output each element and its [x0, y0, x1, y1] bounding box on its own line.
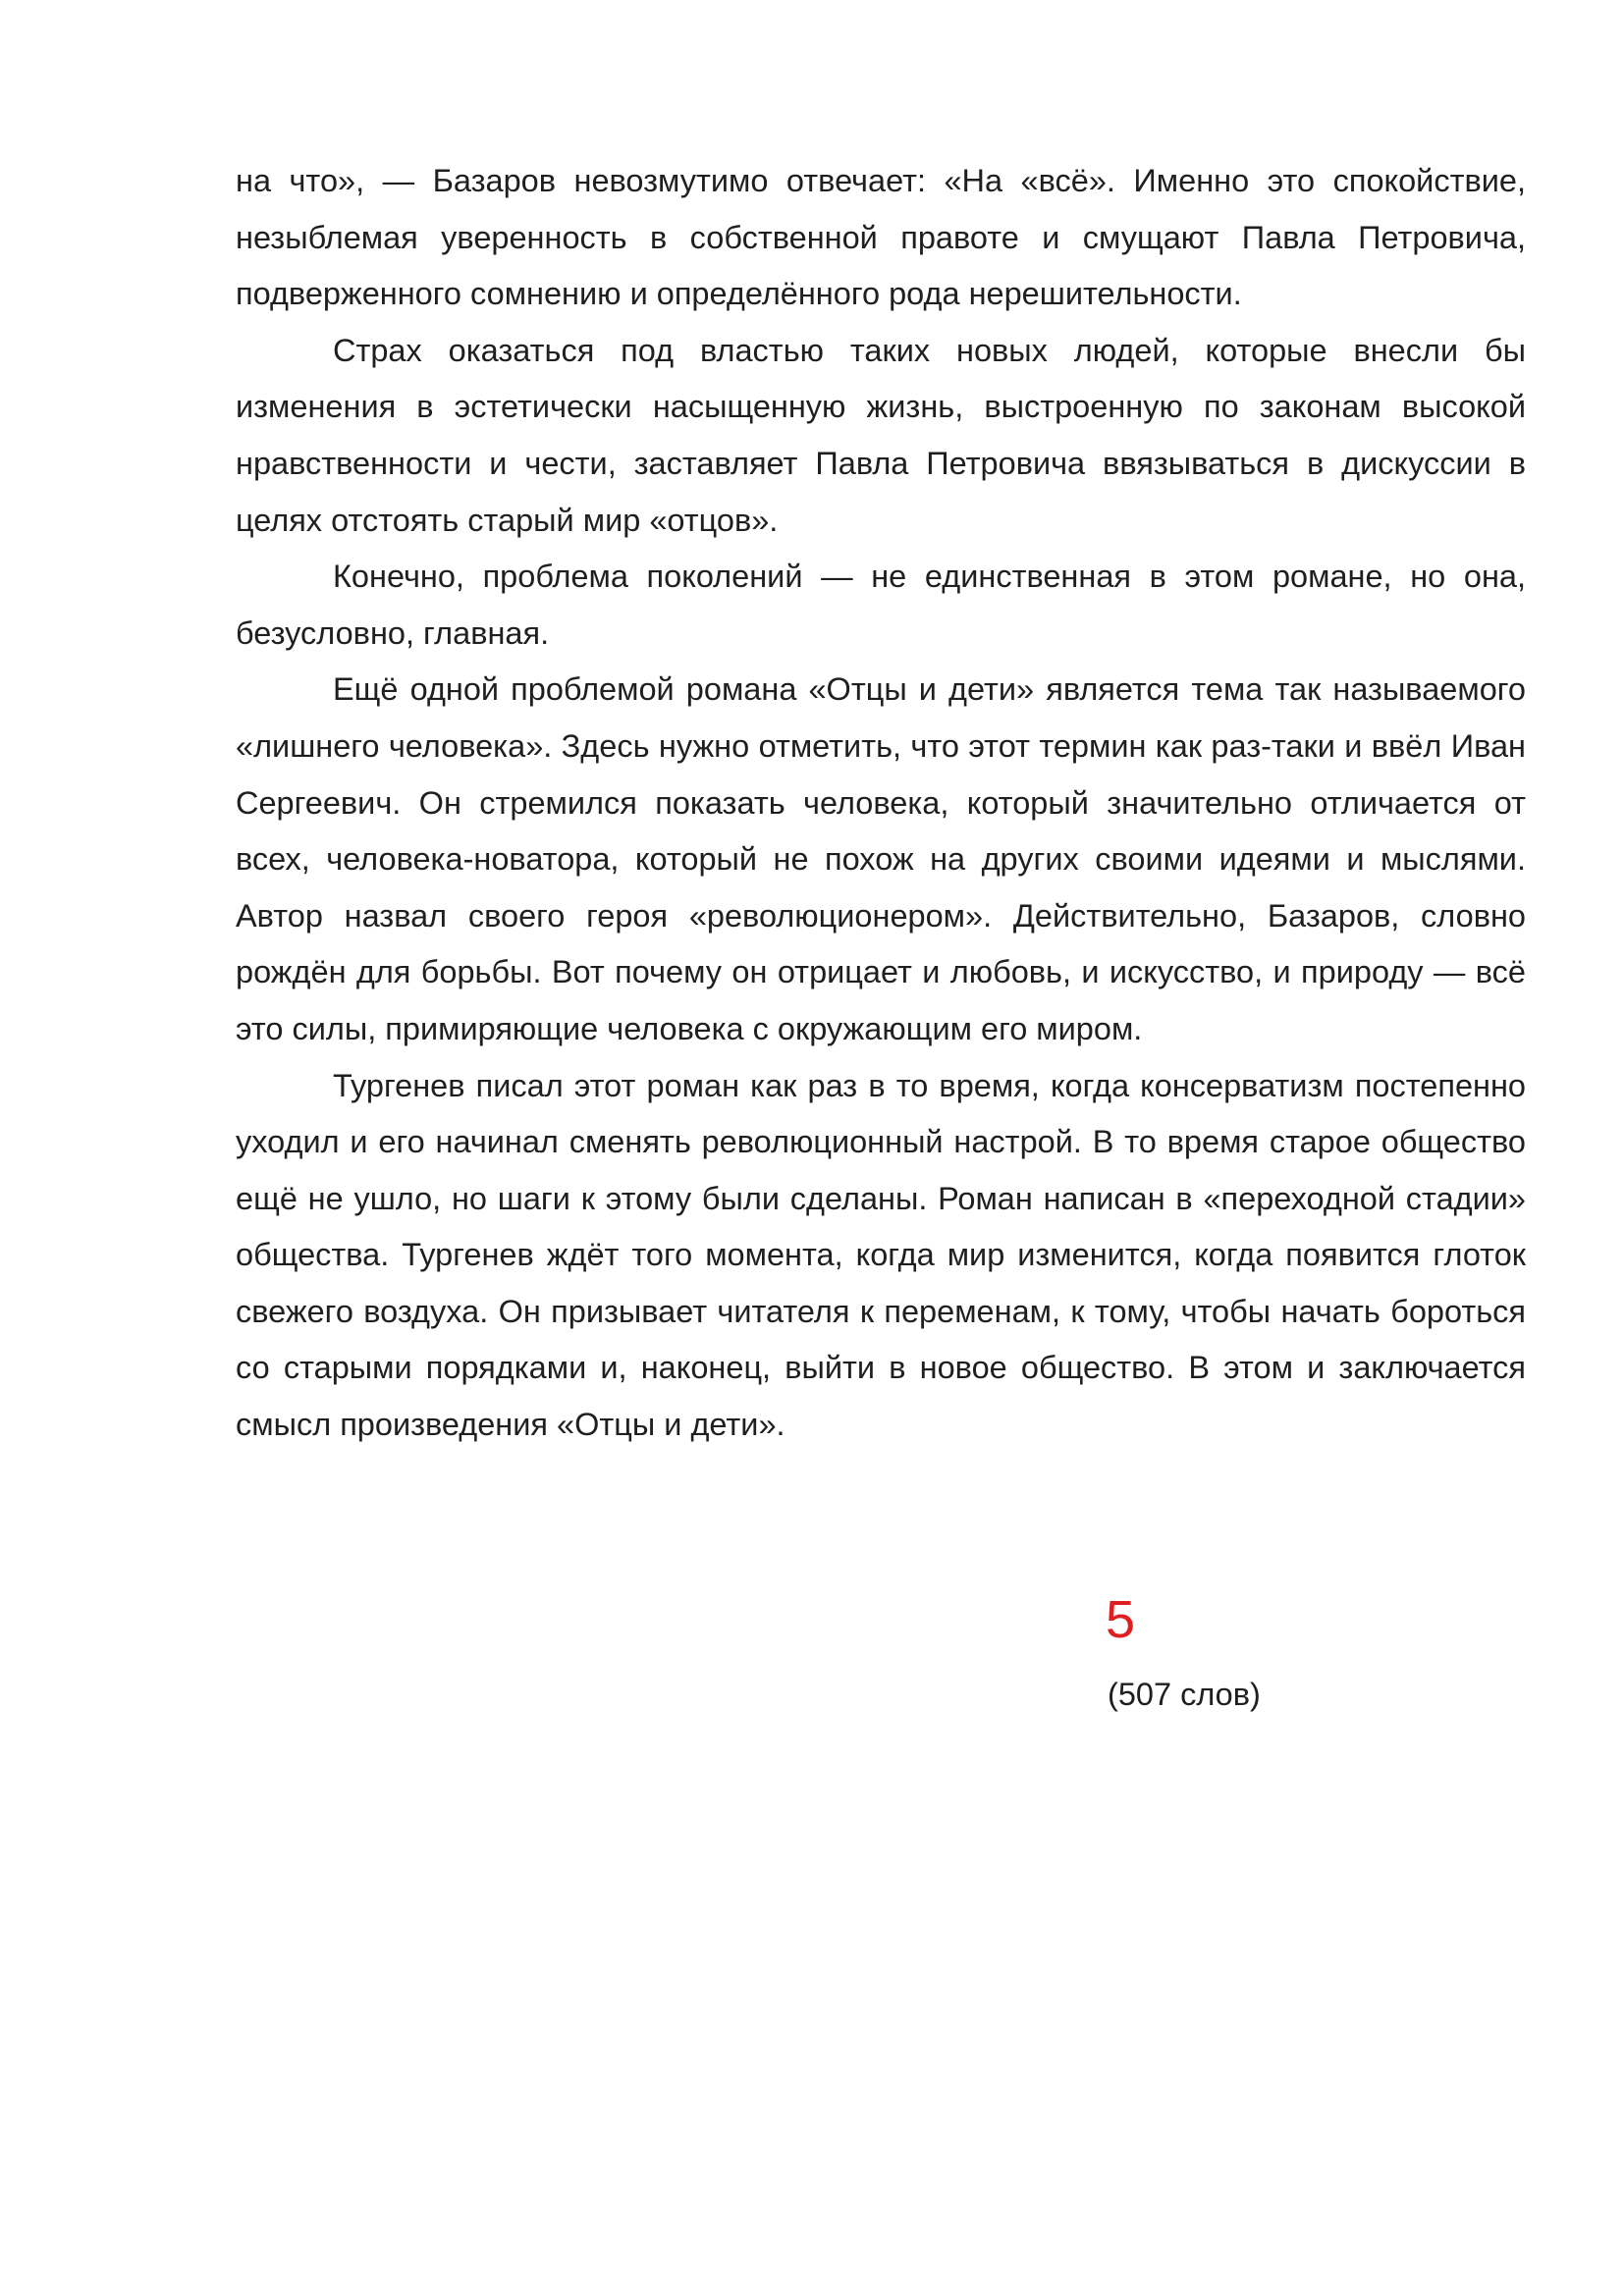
paragraph-1: на что», — Базаров невозмутимо отвечает: «На «всё». Именно это спокойствие, незыблемая уверенность в собственной правоте и смущают Павла Петровича, подверженного сомнению и определённого рода нерешительности.	[236, 163, 1526, 312]
paragraph-4: Ещё одной проблемой романа «Отцы и дети» является тема так называемого «лишнего человека». Здесь нужно отметить, что этот термин как раз-таки и ввёл Иван Сергеевич. Он стремился показать человека, который значительно отличается от всех, человека-новатора, который не похож на других своими идеями и мыслями. Автор назвал своего героя «революционером». Действительно, Базаров, словно рождён для борьбы. Вот почему он отрицает и любовь, и искусство, и природу — всё это силы, примиряющие человека с окружающим его миром.	[236, 671, 1526, 1046]
word-count: (507 слов)	[1108, 1677, 1261, 1712]
paragraph-2: Страх оказаться под властью таких новых людей, которые внесли бы изменения в эстетически насыщенную жизнь, выстроенную по законам высокой нравственности и чести, заставляет Павла Петровича ввязываться в дискуссии в целях отстоять старый мир «отцов».	[236, 332, 1526, 538]
paragraph-3: Конечно, проблема поколений — не единственная в этом романе, но она, безусловно, главная.	[236, 559, 1526, 651]
essay-body	[236, 153, 1526, 1454]
paragraph-5: Тургенев писал этот роман как раз в то время, когда консерватизм постепенно уходил и его начинал сменять революционный настрой. В то время старое общество ещё не ушло, но шаги к этому были сделаны. Роман написан в «переходной стадии» общества. Тургенев ждёт того момента, когда мир изменится, когда появится глоток свежего воздуха. Он призывает читателя к переменам, к тому, чтобы начать бороться со старыми порядками и, наконец, выйти в новое общество. В этом и заключается смысл произведения «Отцы и дети».	[236, 1067, 1526, 1443]
grade-mark: 5	[1106, 1590, 1136, 1649]
